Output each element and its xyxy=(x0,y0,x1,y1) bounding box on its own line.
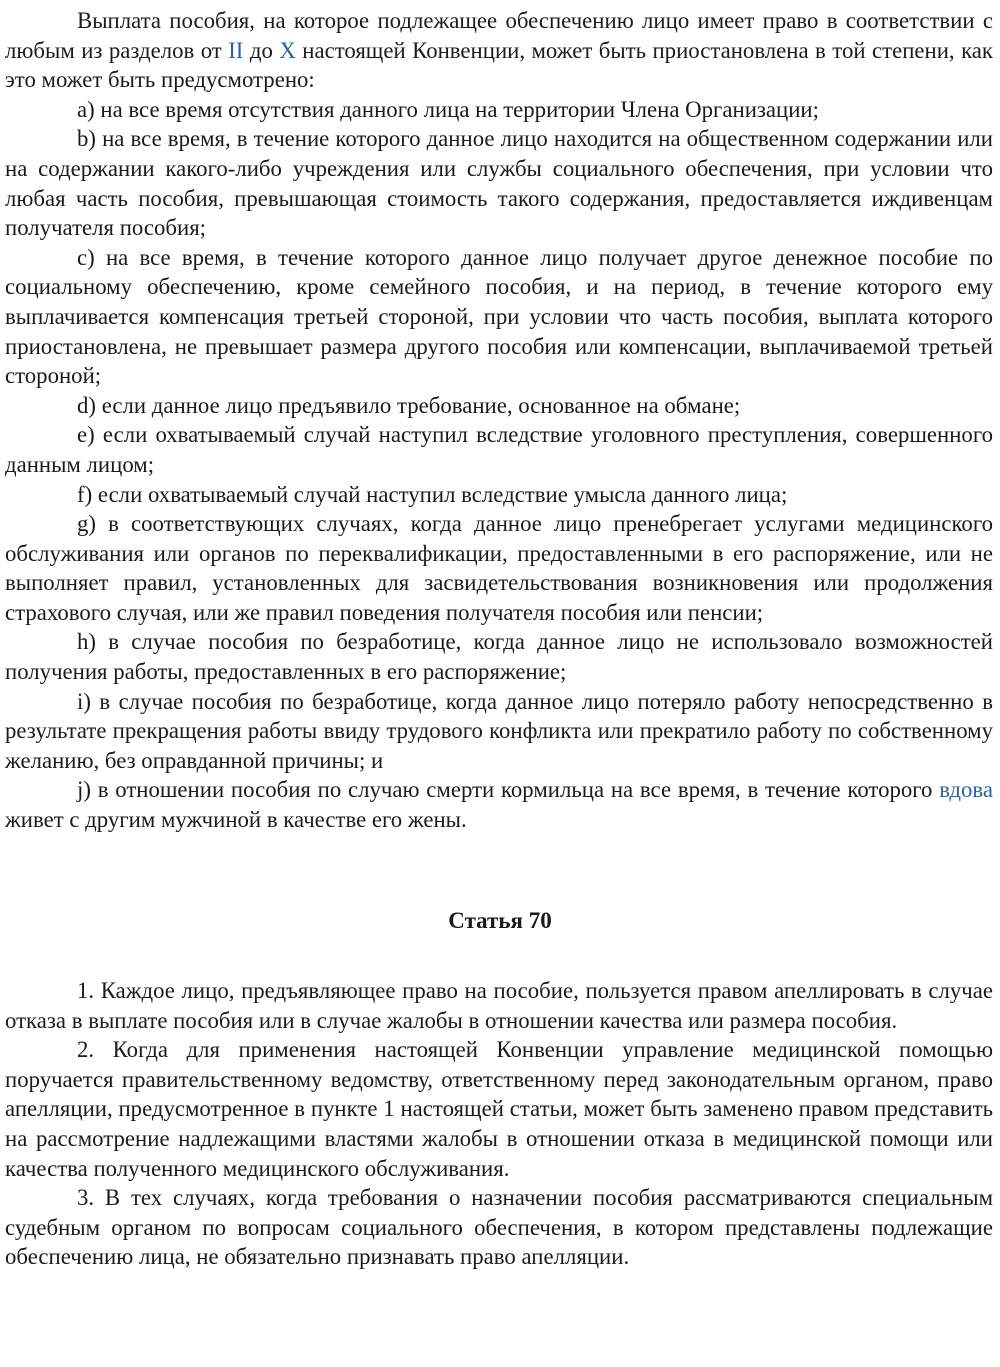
item-h: h) в случае пособия по безработице, когда данное лицо не использовало возможностей получения работы, предоставленных в его распоряжение; xyxy=(5,629,993,685)
item-c: c) на все время, в течение которого данное лицо получает другое денежное пособие по социальному обеспечению, кроме семейного пособия, и на период, в течение которого ему выплачивается компенсация третьей стороной, при условии что часть пособия, выплата которого приостановлена, не превышает размера другого пособия или компенсации, выплачиваемой третьей стороной; xyxy=(5,244,993,389)
article-70-section xyxy=(5,976,993,1272)
article-70-paragraph-3: 3. В тех случаях, когда требования о назначении пособия рассматриваются специальным судебным органом по вопросам социального обеспечения, в котором представлены подлежащие обеспечению лица, не обязательно признавать право апелляции. xyxy=(5,1185,993,1270)
article-70-heading: Статья 70 xyxy=(448,908,552,933)
item-b: b) на все время, в течение которого данное лицо находится на общественном содержании или на содержании какого-либо учреждения или службы социального обеспечения, при условии что любая часть пособия, превышающая стоимость такого содержания, предоставляется иждивенцам получателя пособия; xyxy=(5,126,993,241)
intro-text-end: настоящей Конвенции, может быть приостановлена в той степени, как это может быть предусмотрено: xyxy=(5,37,993,93)
article-70-paragraph-2: 2. Когда для применения настоящей Конвенции управление медицинской помощью поручается правительственному ведомству, ответственному перед законодательным органом, право апелляции, предусмотренное в пункте 1 настоящей статьи, может быть заменено правом представить на рассмотрение надлежащими властями жалобы в отношении отказа в медицинской помощи или качества полученного медицинского обслуживания. xyxy=(5,1037,993,1181)
intro-text-start: Выплата пособия, на которое подлежащее обеспечению лицо имеет право в соответствии с любым из разделов от xyxy=(5,8,993,63)
intro-text-middle: до xyxy=(243,37,280,63)
item-d: d) если данное лицо предъявило требование, основанное на обмане; xyxy=(77,392,741,418)
item-i: i) в случае пособия по безработице, когда данное лицо потеряло работу непосредственно в результате прекращения работы ввиду трудового конфликта или прекратило работу по собственному желанию, без оправданной причины; и xyxy=(5,688,993,773)
item-f: f) если охватываемый случай наступил вследствие умысла данного лица; xyxy=(77,481,788,507)
article-69-section xyxy=(5,6,993,835)
item-j xyxy=(5,775,993,834)
item-a: а) на все время отсутствия данного лица на территории Члена Организации; xyxy=(77,96,819,122)
widow-link[interactable]: вдова xyxy=(939,777,993,803)
article-70-paragraph-1: 1. Каждое лицо, предъявляющее право на пособие, пользуется правом апеллировать в случае отказа в выплате пособия или в случае жалобы в отношении качества или размера пособия. xyxy=(5,978,993,1033)
section-ii-link[interactable]: II xyxy=(228,37,244,63)
intro-paragraph xyxy=(5,6,993,95)
item-j-text-end: живет с другим мужчиной в качестве его жены. xyxy=(5,807,467,833)
item-e: e) если охватываемый случай наступил вследствие уголовного преступления, совершенного данным лицом; xyxy=(5,422,993,477)
section-x-link[interactable]: X xyxy=(279,37,296,63)
item-j-text-start: j) в отношении пособия по случаю смерти кормильца на все время, в течение которого xyxy=(77,777,940,803)
item-g: g) в соответствующих случаях, когда данное лицо пренебрегает услугами медицинского обслуживания или органов по переквалификации, предоставленными в его распоряжение, или не выполняет правил, установленных для засвидетельствования возникновения или продолжения страхового случая, или же правил поведения получателя пособия или пенсии; xyxy=(5,511,993,625)
